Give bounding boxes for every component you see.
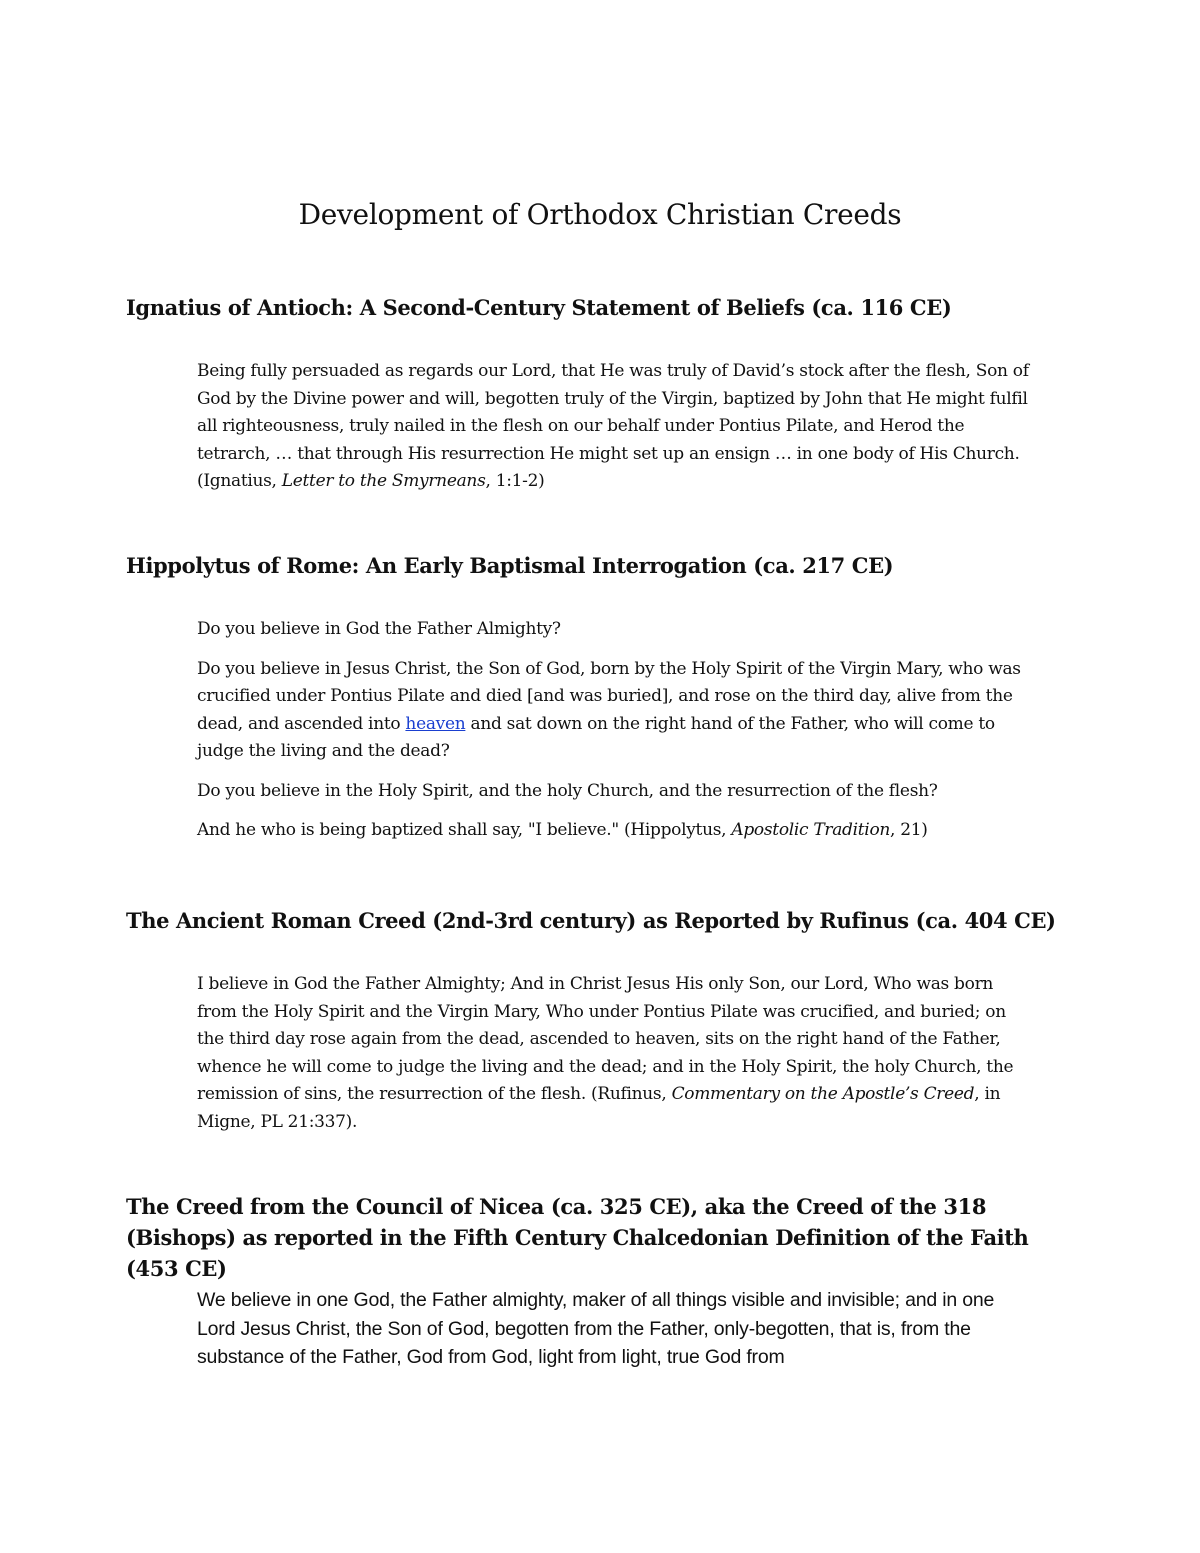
interrogation-question-2 xyxy=(197,656,1032,766)
quote-text: I believe in God the Father Almighty; And in Christ Jesus His only Son, our Lord, Who was born from the Holy Spirit and the Virgin Mary, Who under Pontius Pilate was crucified, and buried; on the third day rose again from the dead, ascended to heaven, sits on the right hand of the Father, whence he will come to judge the living and the dead; and in the Holy Spirit, the holy Church, the remission of sins, the resurrection of the flesh. (Rufinus, xyxy=(197,974,1014,1104)
citation-ref: , in Migne, PL 21:337). xyxy=(197,1084,1001,1132)
quote-ignatius xyxy=(197,358,1032,508)
quote-hippolytus xyxy=(197,616,1032,857)
quote-roman-creed xyxy=(197,971,1032,1148)
interrogation-question-3: Do you believe in the Holy Spirit, and the holy Church, and the resurrection of the flesh? xyxy=(197,780,938,801)
heaven-link[interactable]: heaven xyxy=(405,713,466,734)
response-text: And he who is being baptized shall say, "I believe." (Hippolytus, xyxy=(197,820,732,840)
question-2-text-end: and sat down on the right hand of the Father, who will come to judge the living and the dead? xyxy=(197,713,995,761)
section-heading-nicene-creed: The Creed from the Council of Nicea (ca. 325 CE), aka the Creed of the 318 (Bishops) as reported in the Fifth Century Chalcedonian Definition of the Faith (453 CE) xyxy=(126,1194,1029,1281)
citation-work: Commentary on the Apostle’s Creed xyxy=(671,1084,975,1104)
interrogation-response xyxy=(197,817,1032,845)
document-title: Development of Orthodox Christian Creeds xyxy=(298,198,902,231)
question-2-text-start: Do you believe in Jesus Christ, the Son of God, born by the Holy Spirit of the Virgin Mary, who was crucified under Pontius Pilate and died [and was buried], and rose on the third day, alive from the dead, and ascended into xyxy=(197,658,1021,734)
quote-paragraph: We believe in one God, the Father almighty, maker of all things visible and invisible; and in one Lord Jesus Christ, the Son of God, begotten from the Father, only-begotten, that is, from the substance of the Father, God from God, light from light, true God from xyxy=(197,1289,995,1368)
quote-nicene-creed xyxy=(197,1286,1032,1384)
quote-text: Being fully persuaded as regards our Lord, that He was truly of David’s stock after the flesh, Son of God by the Divine power and will, begotten truly of the Virgin, baptized by John that He might fulfil all righteousness, truly nailed in the flesh on our behalf under Pontius Pilate, and Herod the tetrarch, … that through His resurrection He might set up an ensign … in one body of His Church. (Ignatius, xyxy=(197,361,1029,491)
citation-ref: , 1:1-2) xyxy=(485,471,545,491)
section-heading-roman-creed: The Ancient Roman Creed (2nd-3rd century) as Reported by Rufinus (ca. 404 CE) xyxy=(126,908,1056,933)
citation-work: Apostolic Tradition xyxy=(731,820,891,840)
citation-work: Letter to the Smyrneans xyxy=(281,471,486,491)
quote-paragraph xyxy=(197,358,1032,496)
interrogation-question-1: Do you believe in God the Father Almighty? xyxy=(197,619,561,639)
section-heading-ignatius: Ignatius of Antioch: A Second-Century Statement of Beliefs (ca. 116 CE) xyxy=(126,295,952,320)
quote-paragraph xyxy=(197,971,1032,1136)
citation-ref: , 21) xyxy=(890,820,928,840)
section-heading-hippolytus: Hippolytus of Rome: An Early Baptismal Interrogation (ca. 217 CE) xyxy=(126,553,894,578)
